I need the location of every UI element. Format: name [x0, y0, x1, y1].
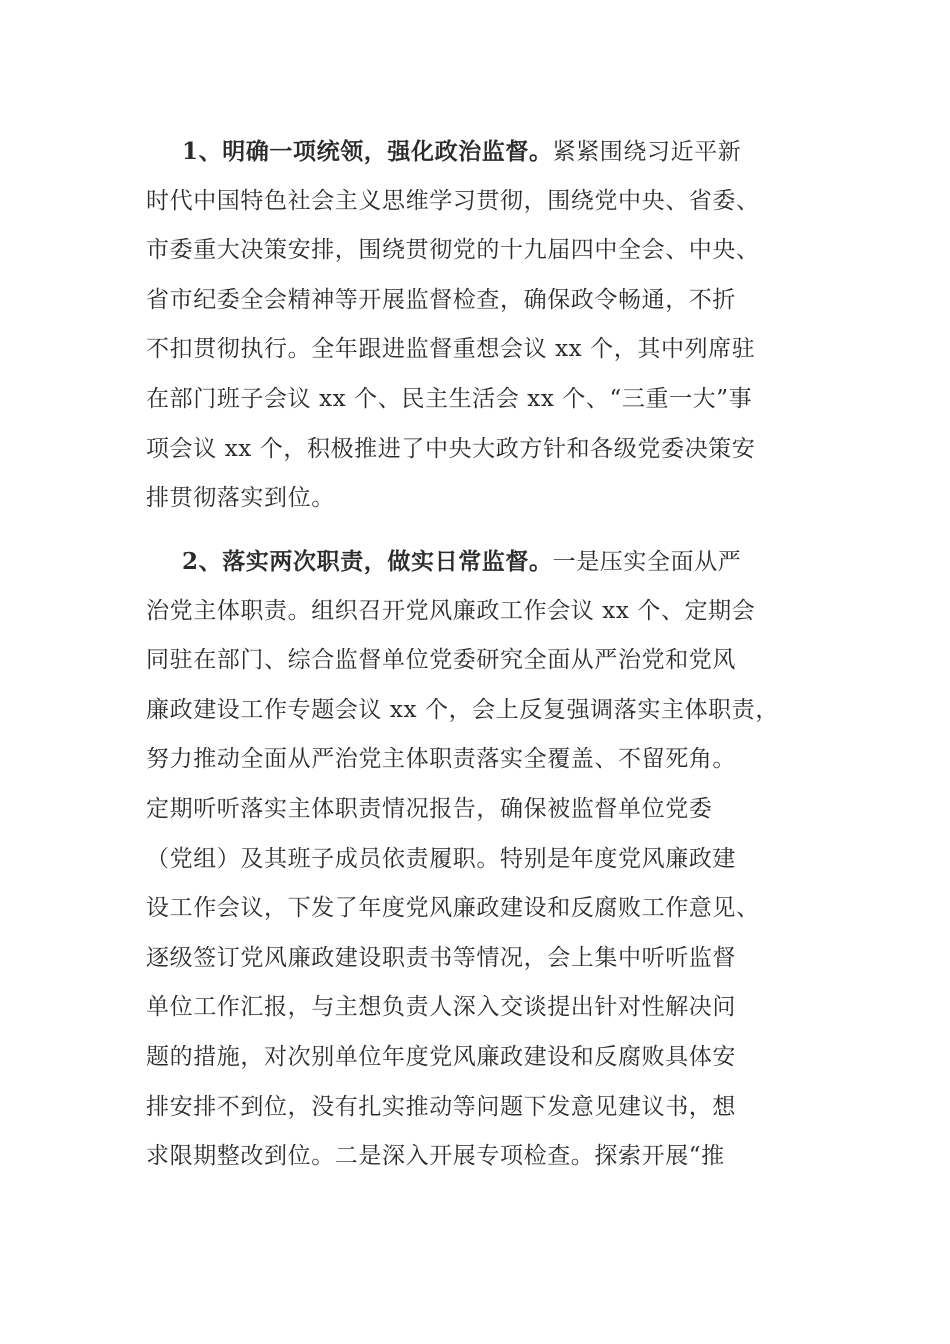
paragraph-heading: 2、落实两次职责，做实日常监督。: [182, 548, 553, 575]
paragraph-text: 紧紧围绕习近平新: [552, 139, 742, 165]
paragraph-line: 廉政建设工作专题会议 xx 个，会上反复强调落实主体职责，: [146, 696, 779, 723]
paragraph-line: （党组）及其班子成员依责履职。特别是年度党风廉政建: [146, 845, 736, 872]
paragraph-text: 一是压实全面从严: [552, 549, 742, 575]
paragraph-political-supervision: [146, 127, 806, 524]
paragraph-line: 设工作会议，下发了年度党风廉政建设和反腐败工作意见、: [146, 895, 760, 922]
paragraph-first-line: [146, 537, 806, 587]
paragraph-line: 排贯彻落实到位。: [146, 485, 335, 512]
paragraph-line: 市委重大决策安排，围绕贯彻党的十九届四中全会、中央、: [146, 237, 760, 264]
paragraph-heading: 1、明确一项统领，强化政治监督。: [182, 138, 553, 165]
paragraph-line: 题的措施，对次别单位年度党风廉政建设和反腐败具体安: [146, 1043, 736, 1070]
paragraph-line: 同驻在部门、综合监督单位党委研究全面从严治党和党风: [146, 647, 736, 674]
paragraph-line: 在部门班子会议 xx 个、民主生活会 xx 个、“三重一大”事: [146, 385, 753, 412]
paragraph-line: 逐级签订党风廉政建设职责书等情况，会上集中听听监督: [146, 944, 736, 971]
paragraph-line: 治党主体职责。组织召开党风廉政工作会议 xx 个、定期会: [146, 597, 756, 624]
paragraph-line: 不扣贯彻执行。全年跟进监督重想会议 xx 个，其中列席驻: [146, 336, 756, 363]
paragraph-line: 省市纪委全会精神等开展监督检查，确保政令畅通，不折: [146, 286, 736, 313]
paragraph-line: 定期听听落实主体职责情况报告，确保被监督单位党委: [146, 795, 713, 822]
paragraph-line: 求限期整改到位。二是深入开展专项检查。探索开展“推: [146, 1143, 725, 1170]
paragraph-line: 排安排不到位，没有扎实推动等问题下发意见建议书，想: [146, 1093, 736, 1120]
paragraph-daily-supervision: [146, 537, 806, 1182]
paragraph-first-line: [146, 127, 806, 177]
paragraph-line: 努力推动全面从严治党主体职责落实全覆盖、不留死角。: [146, 746, 736, 773]
paragraph-line: 时代中国特色社会主义思维学习贯彻，围绕党中央、省委、: [146, 187, 760, 214]
paragraph-line: 单位工作汇报，与主想负责人深入交谈提出针对性解决问: [146, 994, 736, 1021]
paragraph-line: 项会议 xx 个，积极推进了中央大政方针和各级党委决策安: [146, 435, 756, 462]
